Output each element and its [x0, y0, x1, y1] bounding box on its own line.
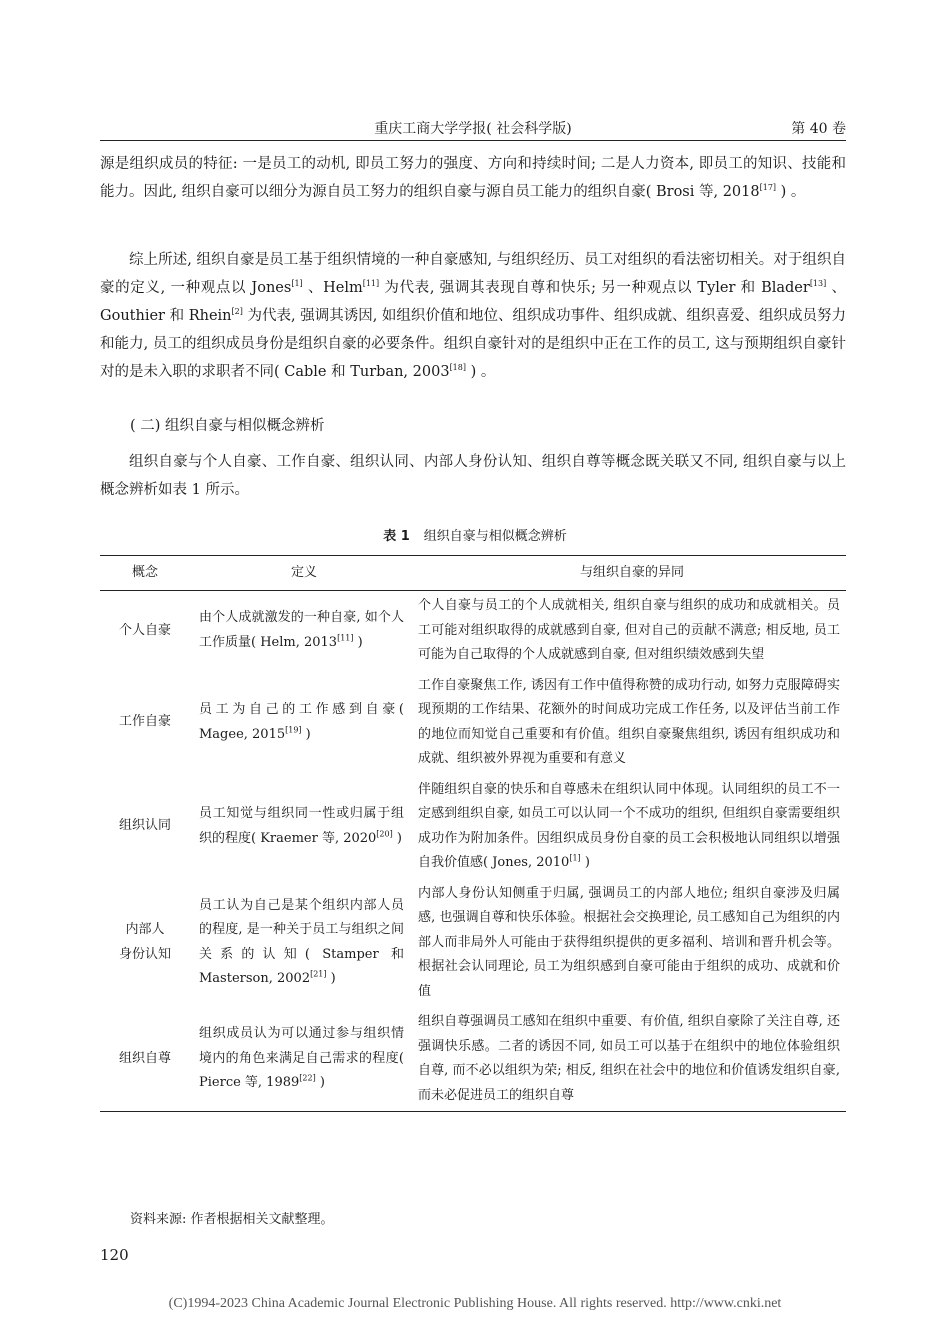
comparison-cell: 个人自豪与员工的个人成就相关, 组织自豪与组织的成功和成就相关。员工可能对组织取得的成就感到自豪, 但对自己的贡献不满意; 相反地, 员工可能为自己取得的个人成就感到自豪, 但对组织绩效感到失望 [418, 598, 840, 662]
citation: [18] [449, 363, 466, 373]
paragraph-3-text: 组织自豪与个人自豪、工作自豪、组织认同、内部人身份认知、组织自尊等概念既关联又不同, 组织自豪与以上概念辨析如表 1 所示。 [100, 454, 846, 498]
concept-cell: 工作自豪 [118, 714, 171, 730]
paragraph-2-s2: 、Helm [302, 280, 363, 296]
table-row [100, 671, 846, 775]
table-title: 组织自豪与相似概念辨析 [423, 529, 567, 544]
paragraph-2-s3: 为代表, 强调其表现自尊和快乐; 另一种观点以 Tyler 和 Blader [379, 280, 810, 296]
concept-cell: 内部人 身份认知 [118, 922, 171, 962]
table-source-note: 资料来源: 作者根据相关文献整理。 [130, 1212, 334, 1227]
header-concept: 概念 [100, 556, 190, 591]
definition-cell: 员工认为自己是某个组织内部人员的程度, 是一种关于员工与组织之间关系的认知( Stamper 和 Masterson, 2002[21] ) [199, 897, 404, 987]
table-row [100, 591, 846, 671]
comparison-cell: 工作自豪聚焦工作, 诱因有工作中值得称赞的成功行动, 如努力克服障碍实现预期的工作结果、花额外的时间成功完成工作任务, 以及评估当前工作的地位而知觉自己重要和有价值。组织自豪聚焦组织, 诱因有组织成功和成就、组织被外界视为重要和有意义 [418, 677, 840, 766]
definition-cell: 员工知觉与组织同一性或归属于组织的程度( Kraemer 等, 2020[20] ) [199, 806, 404, 846]
citation: [21] [310, 969, 327, 979]
paragraph-1 [100, 150, 846, 206]
running-header [100, 116, 846, 141]
volume-label: 第 40 卷 [791, 121, 846, 137]
citation: [11] [362, 279, 380, 289]
header-comparison: 与组织自豪的异同 [418, 556, 846, 591]
table-header-row [100, 556, 846, 591]
table-row [100, 1007, 846, 1112]
table-caption [0, 525, 950, 544]
concept-cell: 组织自尊 [118, 1050, 171, 1066]
concept-table [100, 555, 846, 1112]
paragraph-2-s1: 综上所述, 组织自豪是员工基于组织情境的一种自豪感知, 与组织经历、员工对组织的看法密切相关。对于组织自豪的定义, 一种观点以 Jones [100, 252, 846, 296]
paragraph-3 [100, 448, 846, 504]
comparison-cell: 组织自尊强调员工感知在组织中重要、有价值, 组织自豪除了关注自尊, 还强调快乐感。二者的诱因不同, 如员工可以基于在组织中的地位体验组织自尊, 而不必以组织为荣; 相反, 组织在社会中的地位和价值诱发组织自豪, 而未必促进员工的组织自尊 [418, 1014, 840, 1103]
copyright-footer: (C)1994-2023 China Academic Journal Electronic Publishing House. All rights reserved. http://www.cnki.net [168, 1296, 782, 1311]
page-number: 120 [100, 1246, 129, 1264]
section-subheading: ( 二) 组织自豪与相似概念辨析 [130, 418, 325, 434]
citation: [2] [231, 307, 243, 317]
citation: [20] [376, 829, 393, 839]
header-definition: 定义 [190, 556, 418, 591]
concept-cell: 个人自豪 [118, 622, 171, 638]
paragraph-2-s6: ) 。 [465, 364, 496, 380]
table-label: 表 1 [383, 529, 410, 544]
definition-cell: 员工为自己的工作感到自豪( Magee, 2015[19] ) [199, 702, 404, 742]
comparison-cell: 伴随组织自豪的快乐和自尊感未在组织认同中体现。认同组织的员工不一定感到组织自豪, 如员工可以认同一个不成功的组织, 但组织自豪需要组织成功作为附加条件。因组织成员身份自豪的员工会积极地认同组织以增强自我价值感( Jones, 2010[1] ) [418, 781, 840, 870]
definition-cell: 组织成员认为可以通过参与组织情境内的角色来满足自己需求的程度( Pierce 等, 1989[22] ) [199, 1026, 404, 1091]
table-row [100, 775, 846, 879]
paragraph-2 [100, 246, 846, 386]
table-row [100, 879, 846, 1008]
paragraph-1-tail: ) 。 [776, 184, 806, 200]
paragraph-2-s4: 、Gouthier 和 Rhein [100, 280, 846, 324]
citation: [22] [299, 1073, 316, 1083]
concept-cell: 组织认同 [118, 818, 171, 834]
citation: [13] [809, 279, 827, 289]
journal-title: 重庆工商大学学报( 社会科学版) [374, 121, 572, 137]
paragraph-2-s5: 为代表, 强调其诱因, 如组织价值和地位、组织成功事件、组织成就、组织喜爱、组织成员努力和能力, 员工的组织成员身份是组织自豪的必要条件。组织自豪针对的是组织中正在工作的员工, 这与预期组织自豪针对的是未入职的求职者不同( Cable 和 Turban, 2003 [100, 308, 847, 380]
citation: [1] [569, 853, 581, 863]
definition-cell: 由个人成就激发的一种自豪, 如个人工作质量( Helm, 2013[11] ) [199, 610, 404, 650]
comparison-cell: 内部人身份认知侧重于归属, 强调员工的内部人地位; 组织自豪涉及归属感, 也强调自尊和快乐体验。根据社会交换理论, 员工感知自己为组织的内部人而非局外人可能由于获得组织提供的更多福利、培训和晋升机会等。根据社会认同理论, 员工为组织感到自豪可能由于组织的成功、成就和价值 [418, 885, 840, 999]
citation: [19] [285, 725, 302, 735]
citation: [17] [759, 183, 777, 193]
paragraph-1-text: 源是组织成员的特征: 一是员工的动机, 即员工努力的强度、方向和持续时间; 二是人力资本, 即员工的知识、技能和能力。因此, 组织自豪可以细分为源自员工努力的组织自豪与源自员工能力的组织自豪( Brosi 等, 2018 [100, 156, 846, 200]
citation: [1] [291, 279, 303, 289]
citation: [11] [337, 633, 354, 643]
